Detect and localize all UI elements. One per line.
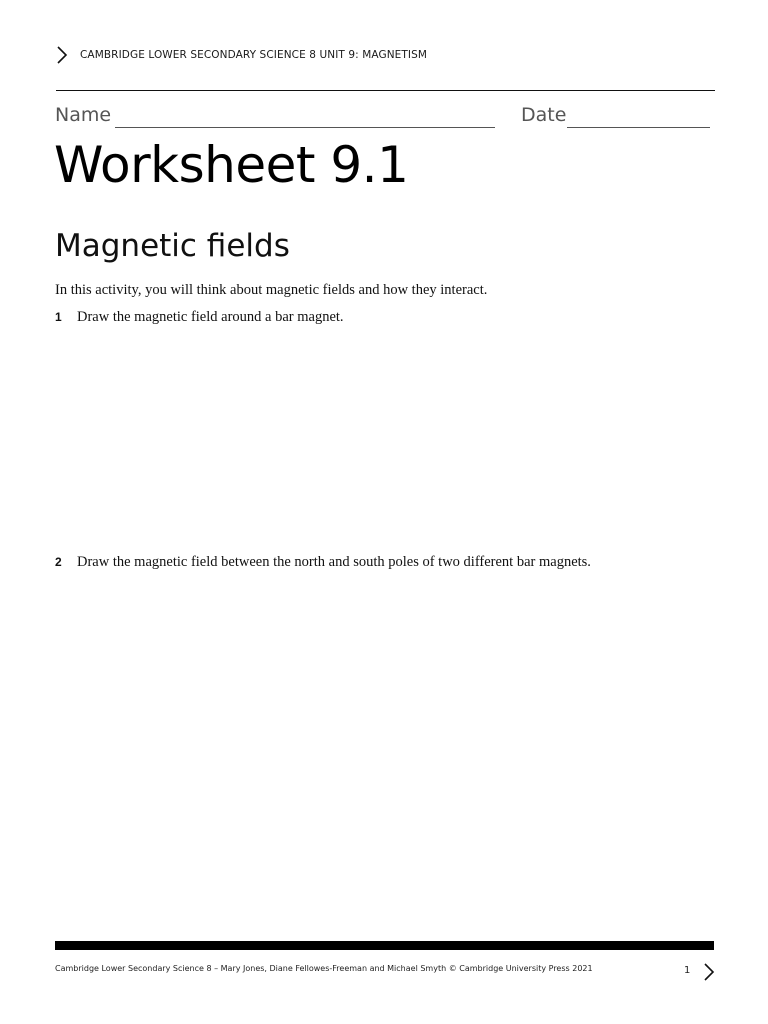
question-text: Draw the magnetic field around a bar magnet. xyxy=(77,309,344,325)
question-1 xyxy=(55,307,715,327)
header-title: CAMBRIDGE LOWER SECONDARY SCIENCE 8 UNIT 9: MAGNETISM xyxy=(80,49,428,61)
header-divider xyxy=(56,90,715,91)
page-number: 1 xyxy=(684,965,691,976)
date-label: Date xyxy=(521,104,567,126)
answer-area-1[interactable] xyxy=(55,332,715,542)
name-date-row xyxy=(55,103,715,131)
question-number: 2 xyxy=(55,555,62,569)
name-label: Name xyxy=(55,104,112,126)
question-number: 1 xyxy=(55,310,62,324)
question-2 xyxy=(55,552,715,572)
question-text: Draw the magnetic field between the north and south poles of two different bar magnets. xyxy=(77,554,591,570)
name-field[interactable] xyxy=(115,127,495,128)
chevron-right-icon xyxy=(55,45,69,65)
date-field[interactable] xyxy=(567,127,710,128)
worksheet-title: Worksheet 9.1 xyxy=(54,136,409,194)
answer-area-2[interactable] xyxy=(55,578,715,928)
worksheet-subtitle: Magnetic fields xyxy=(55,228,290,264)
footer-credit: Cambridge Lower Secondary Science 8 – Mary Jones, Diane Fellowes-Freeman and Michael Smyth © Cambridge University Press 2021 xyxy=(55,964,593,973)
intro-text: In this activity, you will think about magnetic fields and how they interact. xyxy=(55,282,488,298)
running-header xyxy=(55,44,715,68)
footer-divider xyxy=(55,941,714,950)
chevron-right-icon[interactable] xyxy=(702,962,716,982)
